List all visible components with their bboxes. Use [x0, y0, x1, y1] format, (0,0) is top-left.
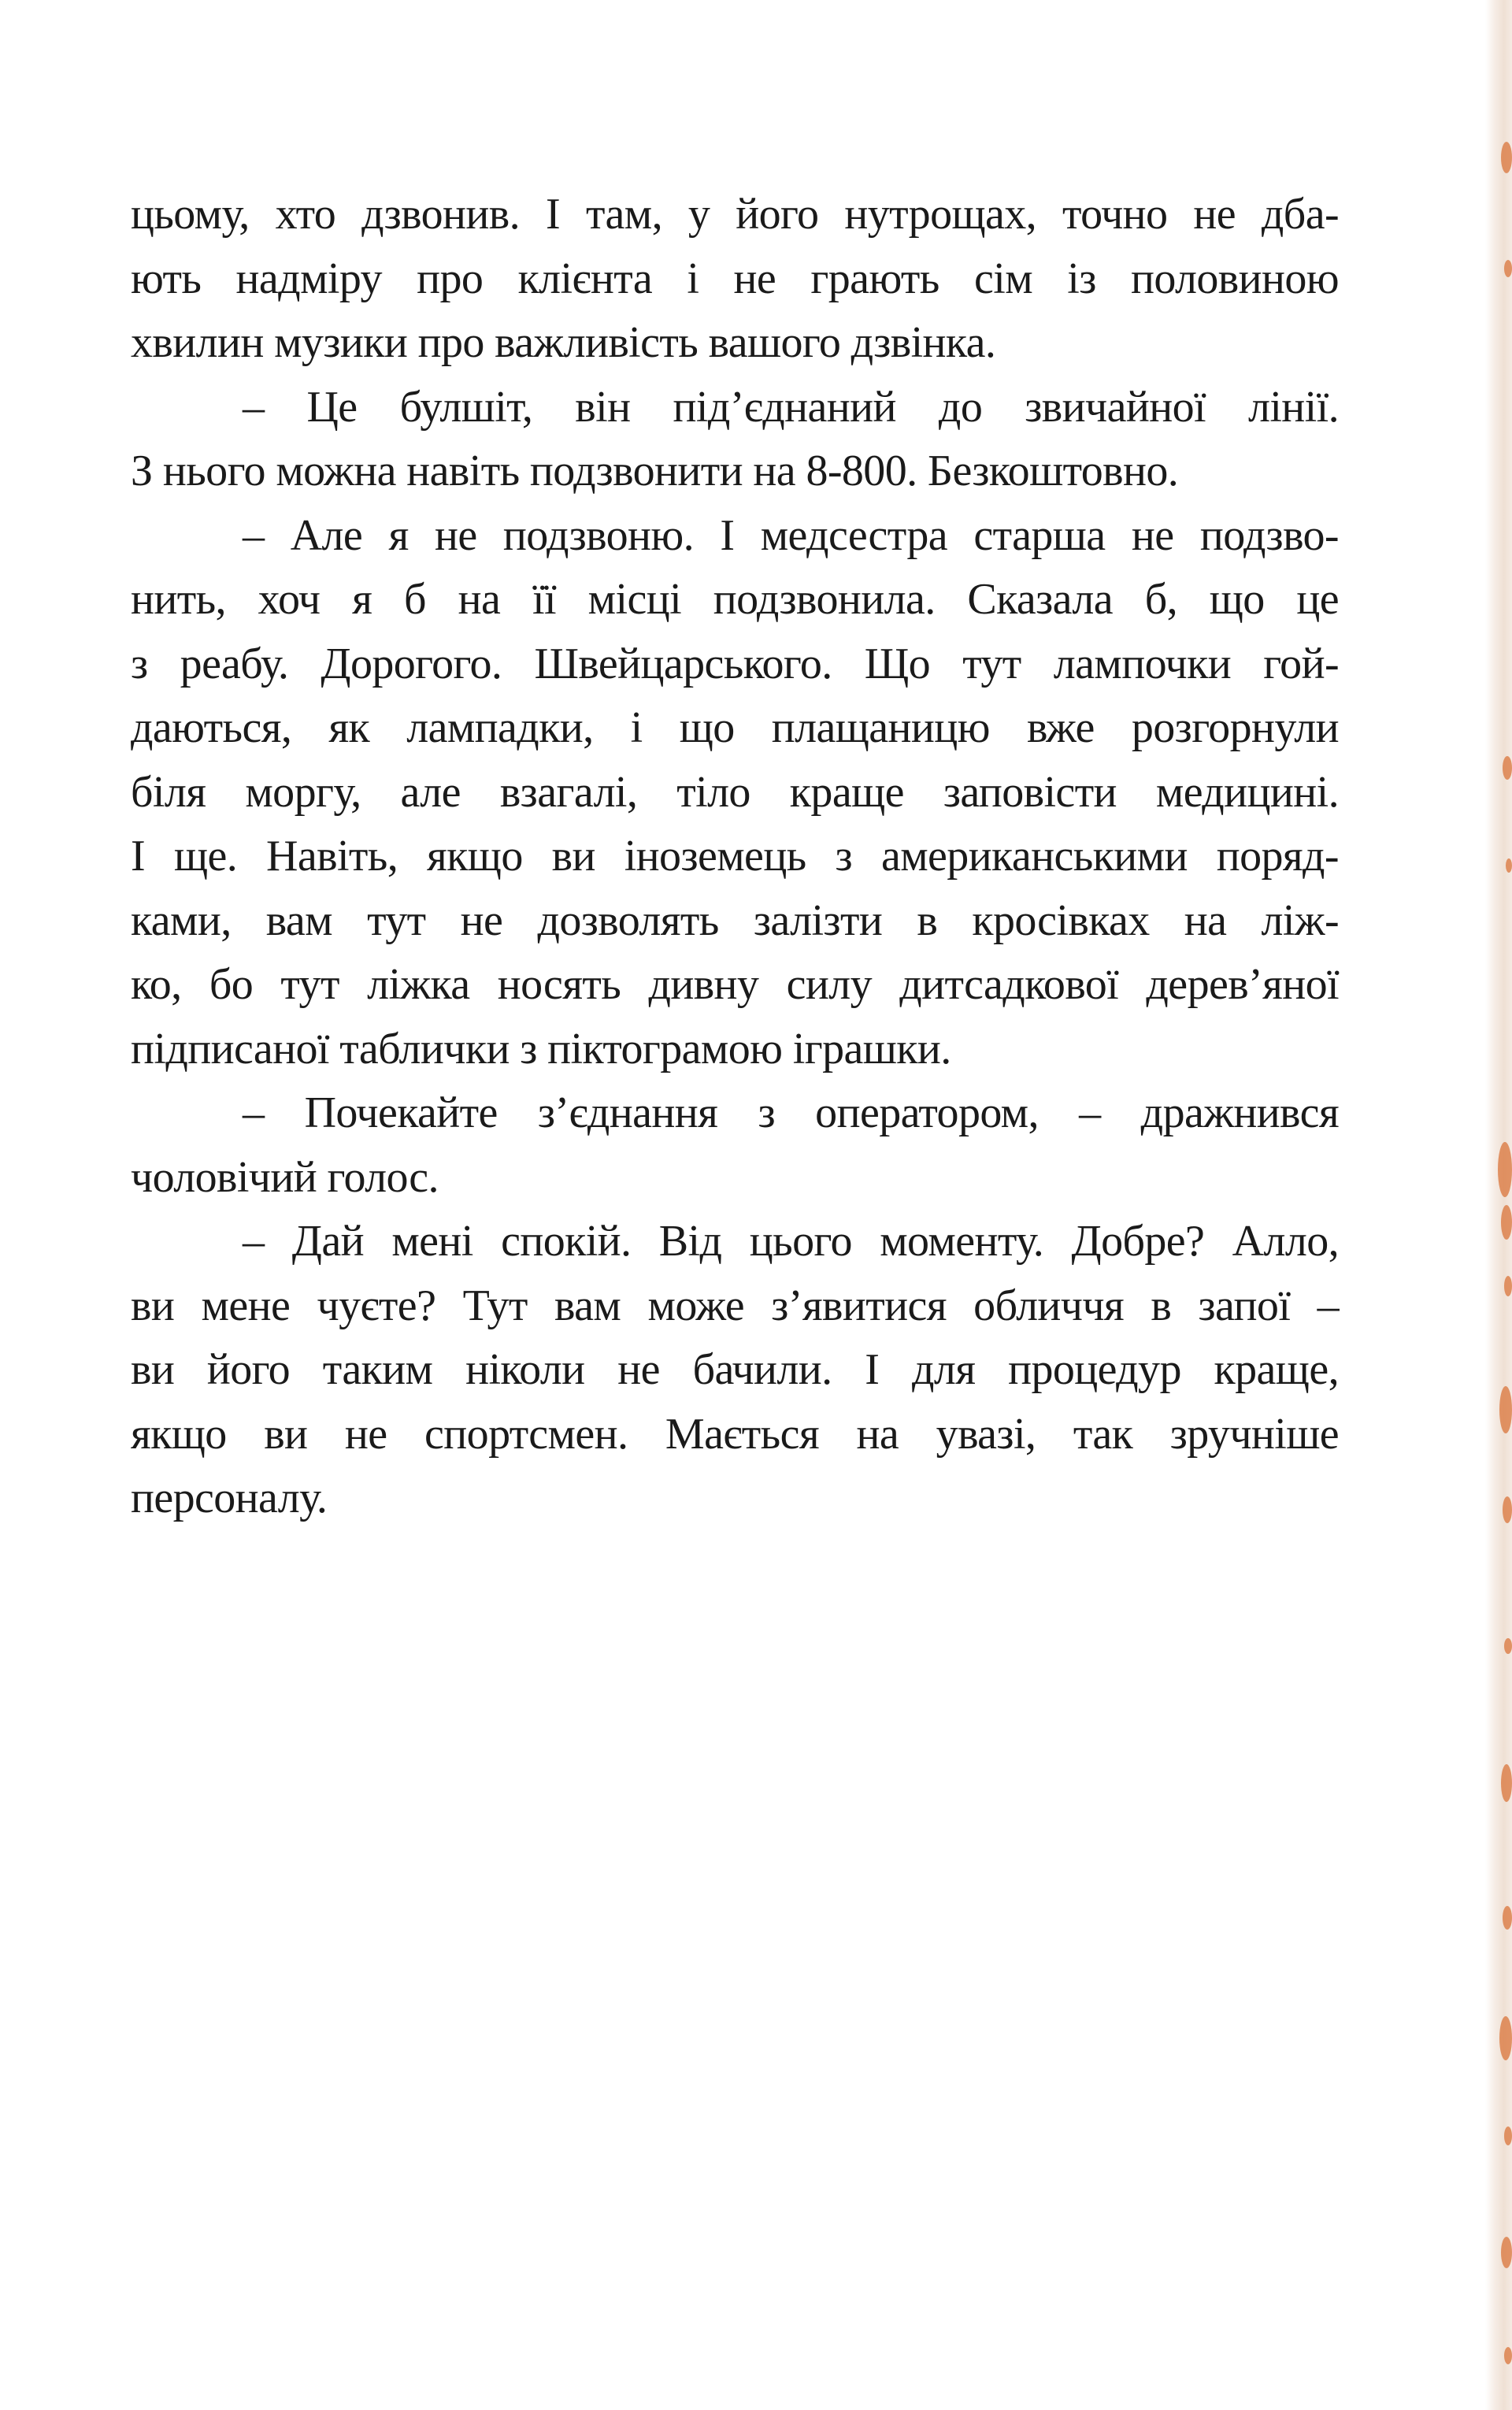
text-line: ють надміру про клієнта і не грають сім із половиною [131, 254, 1339, 303]
paint-splash [1501, 1764, 1512, 1802]
text-line: – Почекайте з’єднання з оператором, – дражнився [243, 1088, 1339, 1137]
paint-splash [1501, 2237, 1512, 2268]
text-line: персоналу. [131, 1474, 328, 1522]
paint-splash [1498, 1142, 1512, 1197]
text-line: чоловічий голос. [131, 1152, 439, 1202]
text-line: хвилин музики про важливість вашого дзвінка. [131, 318, 996, 367]
paint-splash [1503, 1906, 1512, 1930]
text-line: – Дай мені спокій. Від цього моменту. Добре? Алло, [243, 1217, 1339, 1266]
text-line: – Це булшіт, він під’єднаний до звичайної лінії. [243, 382, 1339, 432]
paint-splash [1501, 142, 1512, 173]
paint-splash [1506, 858, 1512, 873]
paint-splash [1503, 756, 1512, 780]
paint-splash [1504, 2347, 1512, 2364]
text-line: біля моргу, але взагалі, тіло краще заповісти медицині. [131, 767, 1339, 817]
text-line: ви мене чуєте? Тут вам може з’явитися обличчя в запої – [131, 1281, 1339, 1330]
page-edge-decoration [1485, 0, 1512, 2410]
text-line: ко, бо тут ліжка носять дивну силу дитсадкової дерев’яної [131, 960, 1339, 1009]
text-line: І ще. Навіть, якщо ви іноземець з американськими поряд- [131, 832, 1339, 881]
text-line: ками, вам тут не дозволять залізти в кросівках на ліж- [131, 895, 1339, 945]
text-line: з реабу. Дорогого. Швейцарського. Що тут лампочки гой- [131, 639, 1339, 688]
paint-splash [1504, 1638, 1512, 1654]
paint-splash [1501, 1205, 1512, 1240]
paint-splash [1504, 260, 1512, 277]
paint-splash [1504, 2126, 1512, 2145]
paint-splash [1504, 1276, 1512, 1296]
paint-splash [1503, 1496, 1512, 1523]
text-line: якщо ви не спортсмен. Мається на увазі, так зручніше [131, 1409, 1339, 1459]
text-line: нить, хоч я б на її місці подзвонила. Сказала б, що це [131, 575, 1339, 624]
text-line: даються, як лампадки, і що плащаницю вже розгорнули [131, 703, 1339, 752]
paint-splash [1499, 2016, 1512, 2060]
page-text [131, 183, 1339, 1531]
paint-splash [1499, 1386, 1512, 1433]
text-line: ви його таким ніколи не бачили. І для процедур краще, [131, 1345, 1339, 1394]
text-line: З нього можна навіть подзвонити на 8-800. Безкоштовно. [131, 447, 1179, 495]
text-line: підписаної таблички з піктограмою іграшки. [131, 1024, 951, 1073]
text-line: – Але я не подзвоню. І медсестра старша не подзво- [243, 510, 1339, 560]
text-line: цьому, хто дзвонив. І там, у його нутрощах, точно не дба- [131, 190, 1339, 239]
